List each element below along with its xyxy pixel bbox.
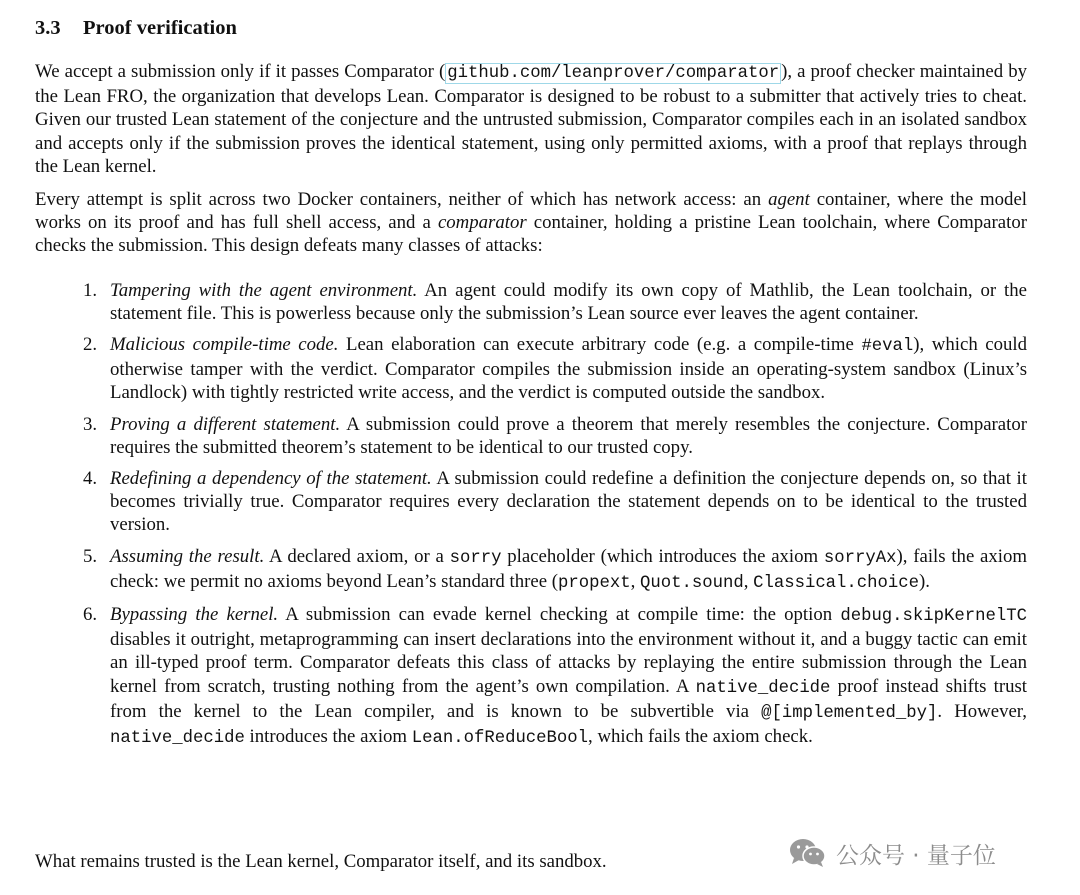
- item-text: An agent could modify its own copy of Mathlib, the Lean toolchain, or the statement file. This is powerless because only the submission’s Lean source ever leaves the agent container.: [110, 279, 1027, 324]
- item-text: Lean elaboration can execute arbitrary code (e.g. a compile-time: [338, 334, 862, 356]
- list-item: [35, 413, 1027, 459]
- list-item: [35, 545, 1027, 595]
- list-item: [35, 603, 1027, 750]
- text-span: We accept a submission only if it passes Comparator (: [35, 61, 446, 82]
- item-title: Bypassing the kernel.: [110, 604, 279, 626]
- inline-code: @[implemented_by]: [761, 703, 938, 723]
- item-number: 2.: [83, 334, 98, 356]
- item-text: A submission can evade kernel checking at compile time: the option: [278, 604, 841, 626]
- text-span: container, holding a pristine Lean toolchain, where Comparator checks the submission. This design defeats many classes of attacks:: [35, 212, 1027, 257]
- section-number: 3.3: [35, 17, 61, 39]
- item-title: Malicious compile-time code.: [110, 334, 339, 356]
- attack-list: [35, 279, 1027, 751]
- text-span: Every attempt is split across two Docker containers, neither of which has network access: an: [35, 189, 769, 211]
- wechat-icon: [788, 837, 828, 869]
- item-text: introduces the axiom: [244, 726, 412, 748]
- inline-code: propext: [558, 573, 631, 593]
- inline-code: sorry: [449, 548, 502, 568]
- text-span: ), a proof checker maintained by the Lean FRO, the organization that develops Lean. Comparator is designed to be robust to a submitter that actively tries to cheat. Given our trusted Lean statement of the conjecture and the untrusted submission, Comparator compiles each in an isolated sandbox and accepts only if the submission proves the identical statement, using only permitted axioms, with a proof that replays through the Lean kernel.: [35, 61, 1027, 177]
- item-text: ).: [919, 570, 930, 592]
- list-item: [35, 467, 1027, 537]
- item-text: placeholder (which introduces the axiom: [501, 545, 824, 567]
- section-title: Proof verification: [83, 17, 237, 39]
- inline-code: native_decide: [110, 729, 245, 749]
- inline-code: Lean.ofReduceBool: [411, 729, 589, 749]
- item-title: Proving a different statement.: [110, 413, 341, 435]
- item-text: ), fails the axiom check: we permit no axioms beyond Lean’s standard three (: [110, 545, 1027, 592]
- item-title: Tampering with the agent environment.: [110, 279, 418, 301]
- item-text: A submission could redefine a definition the conjecture depends on, so that it becomes trivially true. Comparator requires every declaration the statement depends on to be identical to the trusted version.: [110, 468, 1027, 536]
- item-title: Redefining a dependency of the statement.: [110, 468, 432, 490]
- item-text: ,: [743, 570, 754, 592]
- inline-code: native_decide: [695, 678, 831, 698]
- comparator-repo-link[interactable]: github.com/leanprover/comparator: [447, 64, 780, 83]
- agent-term: agent: [768, 189, 810, 211]
- item-text: , which fails the axiom check.: [588, 726, 813, 748]
- inline-code: #eval: [861, 337, 914, 357]
- item-text: ,: [630, 570, 640, 592]
- item-number: 5.: [83, 545, 98, 567]
- item-text: ), which could otherwise tamper with the verdict. Comparator compiles the submission inside an operating-system sandbox (Linux’s Landlock) with tightly restricted write access, and the verdict is computed outside the sandbox.: [110, 334, 1027, 404]
- inline-code: Classical.choice: [753, 573, 920, 593]
- closing-sentence: What remains trusted is the Lean kernel, Comparator itself, and its sandbox.: [35, 851, 607, 872]
- list-item: [35, 333, 1027, 405]
- item-title: Assuming the result.: [110, 545, 265, 567]
- text-span: container, where the model works on its proof and has full shell access, and a: [35, 189, 1027, 234]
- paper-page: [35, 14, 1027, 758]
- paragraph-comparator-intro: [35, 60, 1027, 178]
- item-text: proof instead shifts trust from the kernel to the Lean compiler, and is known to be subvertible via: [110, 675, 1027, 722]
- item-text: . However,: [937, 700, 1027, 722]
- inline-code: Quot.sound: [639, 573, 744, 593]
- item-number: 6.: [83, 604, 98, 626]
- item-text: disables it outright, metaprogramming can insert declarations into the environment without it, and a buggy tactic can emit an ill-typed proof term. Comparator defeats this class of attacks by replaying the entire submission through the Lean kernel from scratch, trusting nothing from the agent’s own compilation. A: [110, 629, 1027, 697]
- watermark: [788, 836, 996, 870]
- item-number: 4.: [83, 468, 98, 490]
- item-text: A submission could prove a theorem that merely resembles the conjecture. Comparator requires the submitted theorem’s statement to be identical to our trusted copy.: [110, 413, 1027, 458]
- list-item: [35, 279, 1027, 325]
- inline-code: sorryAx: [823, 548, 897, 568]
- watermark-text: 公众号 · 量子位: [836, 842, 996, 869]
- inline-code: debug.skipKernelTC: [840, 607, 1027, 627]
- section-heading: [35, 14, 1027, 42]
- paragraph-docker-containers: [35, 188, 1027, 258]
- item-text: A declared axiom, or a: [264, 545, 450, 567]
- comparator-term: comparator: [437, 212, 527, 234]
- item-number: 3.: [83, 413, 98, 435]
- item-number: 1.: [83, 279, 98, 301]
